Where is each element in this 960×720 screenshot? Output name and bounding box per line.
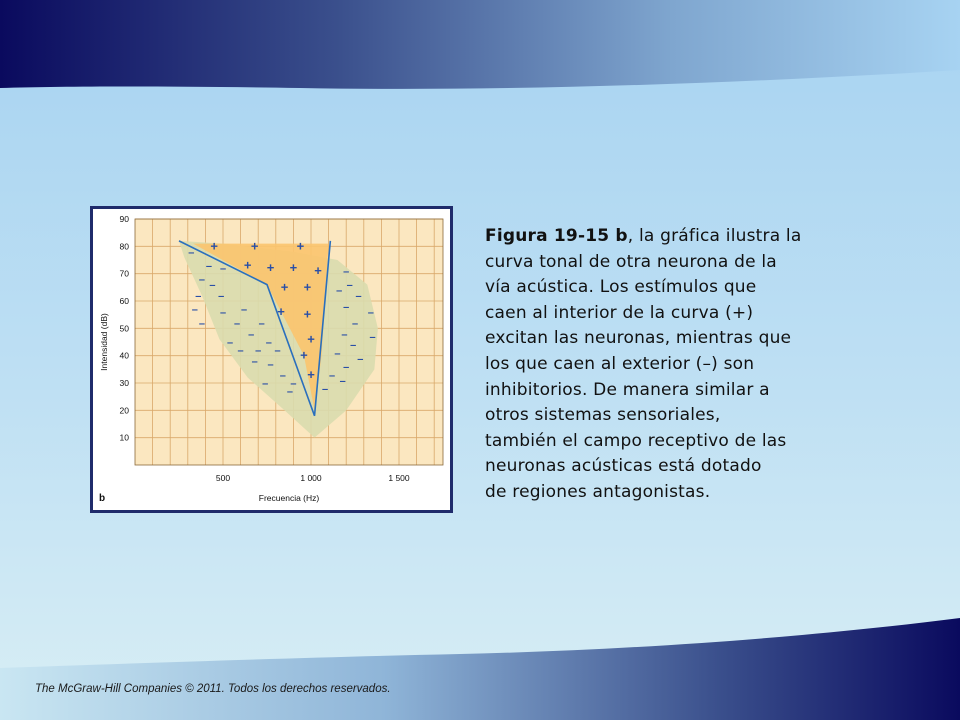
inhibitory-marker: – [258, 317, 265, 330]
inhibitory-marker: – [209, 279, 216, 292]
excitatory-marker: + [266, 260, 275, 276]
copyright-footer: The McGraw-Hill Companies © 2011. Todos los derechos reservados. [35, 683, 391, 695]
inhibitory-marker: – [279, 369, 286, 382]
caption-line: los que caen al exterior (–) son [485, 353, 755, 374]
inhibitory-marker: – [191, 304, 198, 317]
inhibitory-marker: – [219, 306, 227, 319]
x-tick-label: 1 000 [300, 473, 322, 483]
inhibitory-marker: – [267, 358, 274, 371]
caption-line: también el campo receptivo de las [485, 430, 787, 451]
inhibitory-marker: – [248, 328, 255, 341]
panel-label: b [99, 493, 106, 504]
caption-line: inhibitorios. De manera similar a [485, 379, 770, 400]
inhibitory-marker: – [346, 279, 353, 292]
excitatory-marker: + [277, 303, 285, 319]
y-axis-label: Intensidad (dB) [99, 313, 109, 371]
inhibitory-marker: – [343, 361, 350, 374]
caption-line: caen al interior de la curva (+) [485, 302, 754, 323]
figure-frame [90, 206, 453, 513]
y-tick-label: 90 [119, 214, 129, 224]
y-tick-label: 30 [119, 378, 129, 388]
caption-line: otros sistemas sensoriales, [485, 405, 721, 426]
top-band [0, 0, 960, 89]
excitatory-marker: + [307, 331, 315, 347]
excitatory-marker: + [300, 347, 308, 363]
figure-caption [485, 224, 855, 506]
inhibitory-marker: – [234, 317, 241, 330]
y-tick-label: 70 [119, 268, 129, 279]
inhibitory-marker: – [350, 339, 357, 352]
y-tick-label: 60 [119, 296, 129, 306]
excitatory-marker: + [289, 260, 298, 276]
inhibitory-marker: – [255, 345, 262, 358]
caption-line-1 [485, 224, 855, 250]
bottom-band [0, 618, 960, 720]
y-tick-label: 20 [119, 405, 129, 416]
inhibitory-marker: – [195, 290, 202, 303]
caption-line-text: , la gráfica ilustra la [627, 226, 802, 246]
y-tick-label: 80 [119, 241, 129, 252]
excitatory-marker: + [210, 238, 218, 254]
inhibitory-marker: – [218, 290, 225, 303]
inhibitory-marker: – [343, 265, 350, 278]
excitatory-marker: + [303, 279, 312, 295]
inhibitory-marker: – [355, 290, 362, 303]
inhibitory-marker: – [265, 337, 272, 349]
inhibitory-marker: – [205, 260, 212, 273]
excitatory-marker: + [307, 366, 315, 382]
excitatory-marker: + [296, 238, 305, 254]
tuning-curve-chart [93, 209, 450, 510]
inhibitory-marker: – [367, 306, 374, 319]
inhibitory-marker: – [188, 246, 195, 259]
inhibitory-marker: – [274, 345, 281, 358]
inhibitory-marker: – [341, 328, 348, 341]
inhibitory-marker: – [237, 345, 244, 358]
excitatory-marker: + [243, 257, 252, 273]
inhibitory-marker: – [198, 317, 205, 330]
inhibitory-marker: – [286, 386, 293, 399]
inhibitory-marker: – [329, 369, 336, 382]
y-tick-label: 10 [119, 432, 129, 443]
inhibitory-marker: – [343, 301, 350, 314]
inhibitory-marker: – [198, 274, 205, 287]
y-tick-label: 40 [119, 350, 129, 361]
inhibitory-marker: – [351, 317, 359, 330]
inhibitory-marker: – [334, 347, 341, 360]
caption-line: de regiones antagonistas. [485, 481, 711, 502]
inhibitory-marker: – [322, 383, 329, 396]
inhibitory-marker: – [241, 304, 248, 317]
x-tick-label: 500 [215, 473, 231, 483]
excitatory-marker: + [303, 306, 312, 322]
x-axis-label: Frecuencia (Hz) [258, 493, 320, 503]
excitatory-marker: + [314, 262, 322, 278]
caption-line: curva tonal de otra neurona de la [485, 251, 777, 272]
inhibitory-marker: – [369, 331, 376, 344]
inhibitory-marker: – [290, 378, 297, 390]
inhibitory-marker: – [336, 285, 343, 298]
inhibitory-marker: – [357, 353, 364, 366]
x-tick-label: 1 500 [388, 473, 410, 483]
excitatory-marker: + [250, 238, 259, 254]
excitatory-marker: + [280, 279, 289, 295]
inhibitory-marker: – [262, 378, 269, 390]
inhibitory-marker: – [226, 337, 234, 349]
inhibitory-marker: – [219, 263, 227, 276]
inhibitory-marker: – [251, 356, 258, 369]
caption-line: vía acústica. Los estímulos que [485, 277, 757, 298]
caption-line: excitan las neuronas, mientras que [485, 328, 792, 349]
y-tick-label: 50 [119, 323, 129, 334]
caption-lead: Figura 19-15 b [485, 226, 628, 246]
inhibitory-marker: – [339, 375, 346, 388]
caption-line: neuronas acústicas está dotado [485, 456, 762, 477]
